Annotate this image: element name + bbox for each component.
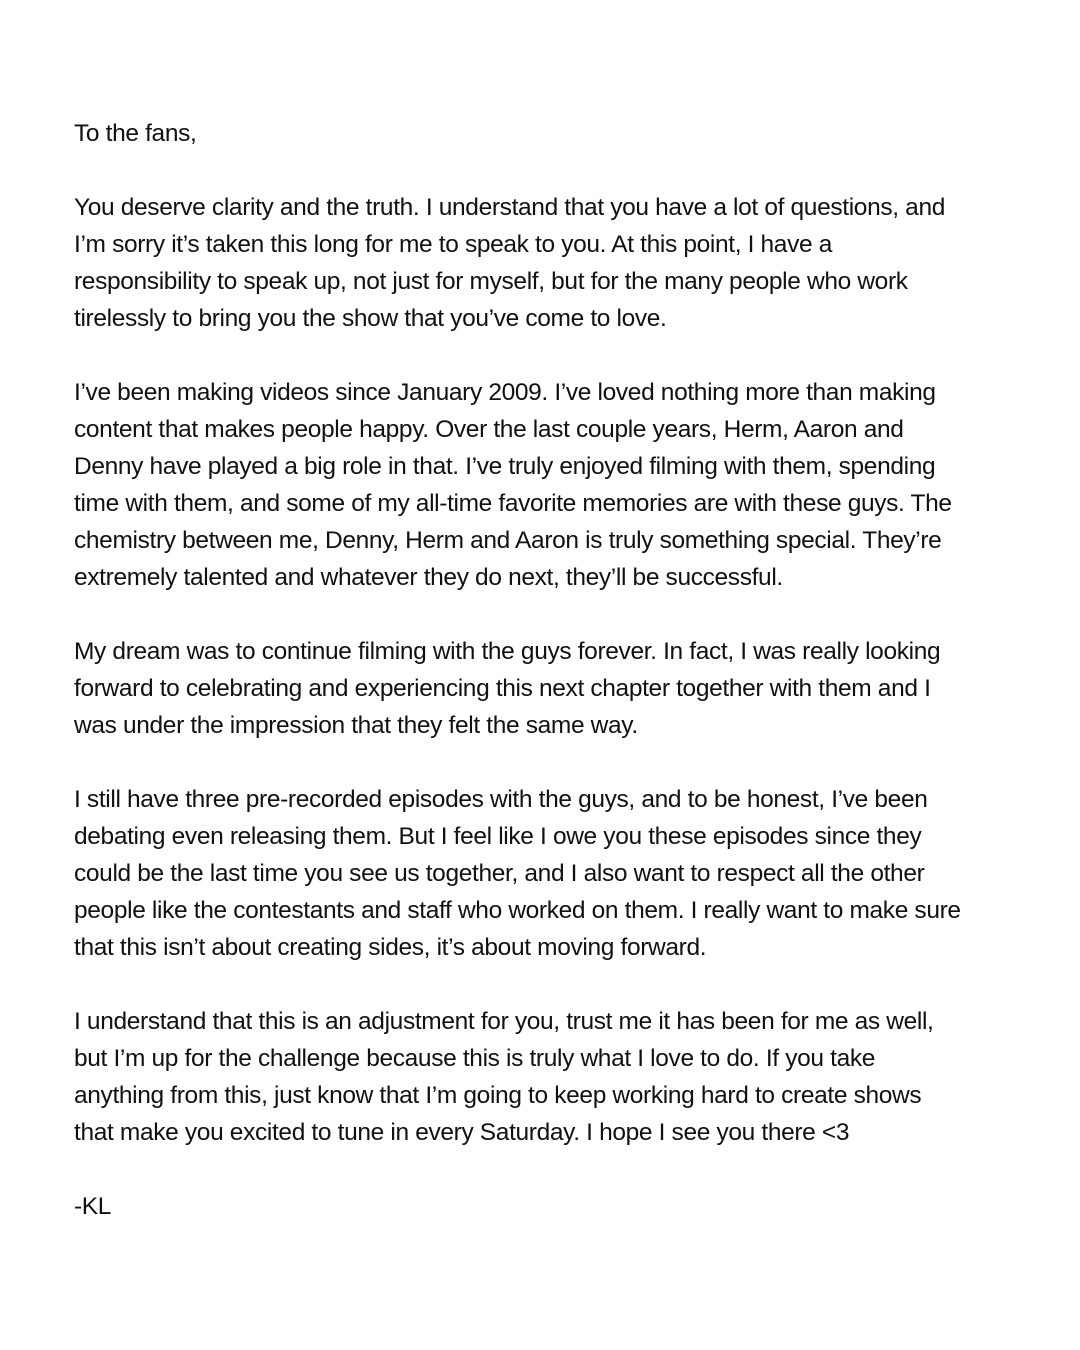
letter-paragraph-1 (74, 189, 1014, 337)
paragraph-line: responsibility to speak up, not just for myself, but for the many people who work (74, 268, 908, 295)
paragraph-line: tirelessly to bring you the show that you’ve come to love. (74, 305, 667, 332)
paragraph-line: I understand that this is an adjustment for you, trust me it has been for me as well, (74, 1008, 934, 1035)
paragraph-line: chemistry between me, Denny, Herm and Aaron is truly something special. They’re (74, 527, 942, 554)
letter-paragraph-4 (74, 781, 1014, 966)
paragraph-line: I’m sorry it’s taken this long for me to speak to you. At this point, I have a (74, 231, 832, 258)
letter-paragraph-2 (74, 374, 1014, 596)
paragraph-line: I’ve been making videos since January 2009. I’ve loved nothing more than making (74, 379, 936, 406)
paragraph-line: extremely talented and whatever they do next, they’ll be successful. (74, 564, 783, 591)
paragraph-line: could be the last time you see us together, and I also want to respect all the other (74, 860, 925, 887)
paragraph-line: but I’m up for the challenge because this is truly what I love to do. If you take (74, 1045, 876, 1072)
letter-paragraph-5 (74, 1003, 1014, 1151)
paragraph-line: time with them, and some of my all-time favorite memories are with these guys. The (74, 490, 952, 517)
paragraph-line: content that makes people happy. Over the last couple years, Herm, Aaron and (74, 416, 904, 443)
paragraph-line: My dream was to continue filming with the guys forever. In fact, I was really looking (74, 638, 941, 665)
paragraph-line: forward to celebrating and experiencing this next chapter together with them and I (74, 675, 931, 702)
letter-paragraph-3 (74, 633, 1014, 744)
signature-line: -KL (74, 1193, 112, 1220)
paragraph-line: anything from this, just know that I’m going to keep working hard to create shows (74, 1082, 922, 1109)
paragraph-line: debating even releasing them. But I feel like I owe you these episodes since they (74, 823, 922, 850)
letter-signature (74, 1188, 1014, 1225)
letter-greeting (74, 115, 1014, 152)
greeting-line: To the fans, (74, 120, 197, 147)
paragraph-line: that make you excited to tune in every Saturday. I hope I see you there <3 (74, 1119, 850, 1146)
paragraph-line: I still have three pre-recorded episodes with the guys, and to be honest, I’ve been (74, 786, 928, 813)
paragraph-line: people like the contestants and staff who worked on them. I really want to make sure (74, 897, 961, 924)
paragraph-line: Denny have played a big role in that. I’ve truly enjoyed filming with them, spending (74, 453, 936, 480)
paragraph-line: that this isn’t about creating sides, it’s about moving forward. (74, 934, 707, 961)
paragraph-line: was under the impression that they felt the same way. (74, 712, 638, 739)
letter (74, 115, 1014, 1225)
paragraph-line: You deserve clarity and the truth. I understand that you have a lot of questions, and (74, 194, 945, 221)
